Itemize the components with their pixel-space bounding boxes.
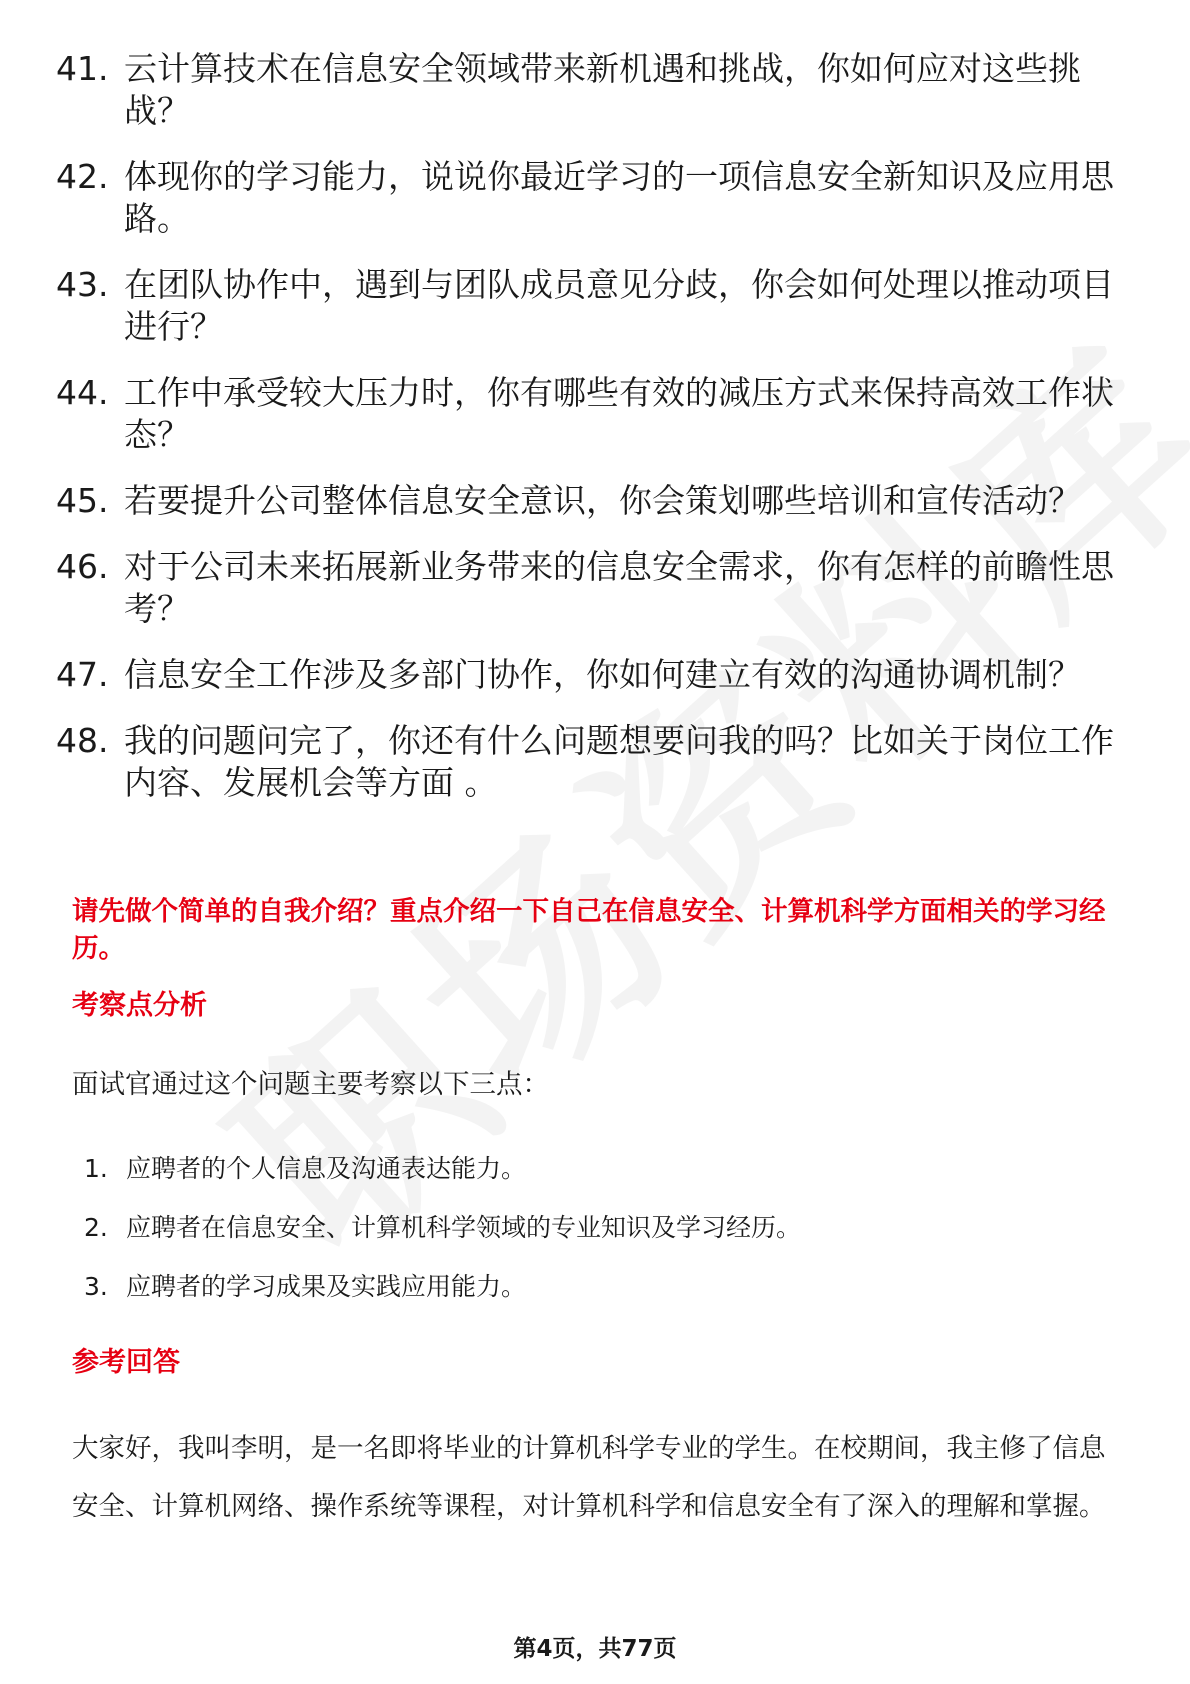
question-number: 44. [56,373,109,412]
analysis-heading: 考察点分析 [72,990,207,1021]
analysis-point [84,1270,801,1304]
analysis-point [84,1211,801,1245]
question-number: 41. [56,49,109,88]
question-number: 47. [56,655,109,694]
question-text: 云计算技术在信息安全领域带来新机遇和挑战，你如何应对这些挑战？ [124,49,1081,130]
question-number: 46. [56,547,109,586]
point-number: 2. [84,1213,108,1242]
question-item [56,372,1116,456]
question-item [56,720,1116,804]
question-number: 42. [56,157,109,196]
question-text: 体现你的学习能力，说说你最近学习的一项信息安全新知识及应用思路。 [124,157,1114,238]
question-number: 43. [56,265,109,304]
analysis-intro: 面试官通过这个问题主要考察以下三点： [72,1069,549,1100]
question-number: 45. [56,481,109,520]
question-text: 若要提升公司整体信息安全意识，你会策划哪些培训和宣传活动？ [124,481,1081,520]
question-text: 工作中承受较大压力时，你有哪些有效的减压方式来保持高效工作状态？ [124,373,1114,454]
question-item [56,264,1116,348]
question-text: 信息安全工作涉及多部门协作，你如何建立有效的沟通协调机制？ [124,655,1081,694]
analysis-point [84,1152,801,1186]
question-text: 我的问题问完了，你还有什么问题想要问我的吗？比如关于岗位工作内容、发展机会等方面 。 [124,721,1114,802]
point-text: 应聘者的学习成果及实践应用能力。 [126,1272,527,1301]
question-item [56,546,1116,630]
page-footer: 第4页，共77页 [513,1636,677,1662]
question-item [56,480,1116,522]
question-item [56,654,1116,696]
point-number: 1. [84,1154,108,1183]
question-text: 对于公司未来拓展新业务带来的信息安全需求，你有怎样的前瞻性思考？ [124,547,1114,628]
question-item [56,48,1116,132]
reference-heading: 参考回答 [72,1347,180,1378]
question-list [56,48,1116,828]
reference-answer: 大家好，我叫李明，是一名即将毕业的计算机科学专业的学生。在校期间，我主修了信息安全、计算机网络、操作系统等课程，对计算机科学和信息安全有了深入的理解和掌握。 [72,1433,1106,1522]
point-number: 3. [84,1272,108,1301]
question-number: 48. [56,721,109,760]
analysis-points [84,1152,801,1329]
featured-question: 请先做个简单的自我介绍？重点介绍一下自己在信息安全、计算机科学方面相关的学习经历。 [72,896,1106,964]
question-text: 在团队协作中，遇到与团队成员意见分歧，你会如何处理以推动项目进行？ [124,265,1114,346]
question-item [56,156,1116,240]
point-text: 应聘者在信息安全、计算机科学领域的专业知识及学习经历。 [126,1213,802,1242]
point-text: 应聘者的个人信息及沟通表达能力。 [126,1154,527,1183]
